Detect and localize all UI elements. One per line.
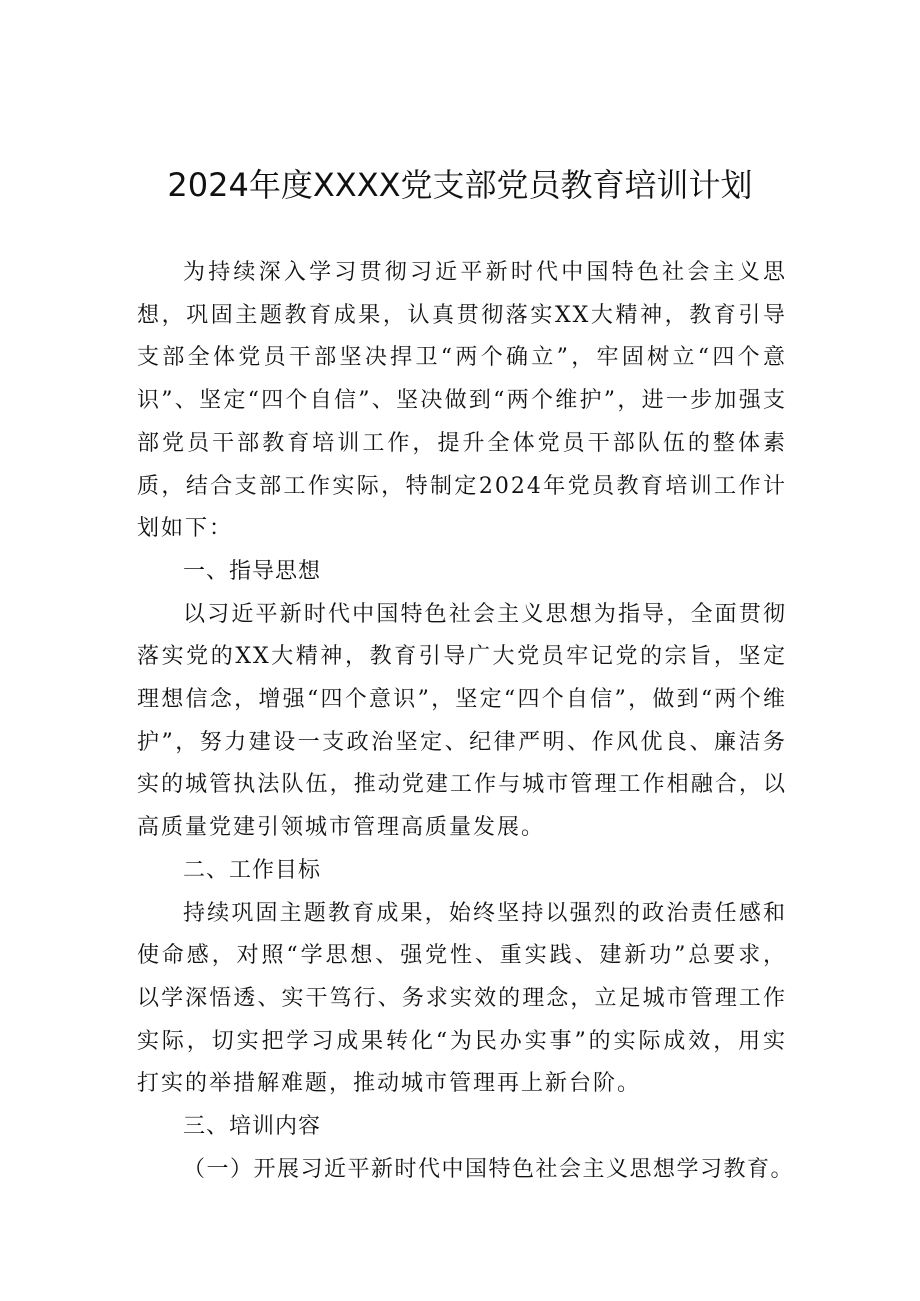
section-heading-training-content: 三、培训内容	[183, 1114, 322, 1140]
section-body-guiding-ideology: 以习近平新时代中国特色社会主义思想为指导，全面贯彻落实党的XX大精神，教育引导广大党员牢记党的宗旨，坚定理想信念，增强“四个意识”，坚定“四个自信”，做到“两个维护”，努力建设一支政治坚定、纪律严明、作风优良、廉洁务实的城管执法队伍，推动党建工作与城市管理工作相融合，以高质量党建引领城市管理高质量发展。	[137, 601, 787, 841]
document-body	[137, 252, 795, 1191]
section-body-work-goals: 持续巩固主题教育成果，始终坚持以强烈的政治责任感和使命感，对照“学思想、强党性、重实践、建新功”总要求，以学深悟透、实干笃行、务求实效的理念，立足城市管理工作实际，切实把学习成果转化“为民办实事”的实际成效，用实打实的举措解难题，推动城市管理再上新台阶。	[137, 900, 787, 1097]
section-body-training-content: （一）开展习近平新时代中国特色社会主义思想学习教育。	[183, 1156, 795, 1182]
section-heading-work-goals: 二、工作目标	[183, 857, 322, 883]
section-heading-guiding-ideology: 一、指导思想	[183, 558, 322, 584]
intro-paragraph: 为持续深入学习贯彻习近平新时代中国特色社会主义思想，巩固主题教育成果，认真贯彻落实XX大精神，教育引导支部全体党员干部坚决捍卫“两个确立”，牢固树立“四个意识”、坚定“四个自信”、坚决做到“两个维护”，进一步加强支部党员干部教育培训工作，提升全体党员干部队伍的整体素质，结合支部工作实际，特制定2024年党员教育培训工作计划如下：	[137, 260, 787, 542]
document-title: 2024年度XXXX党支部党员教育培训计划	[167, 166, 753, 204]
